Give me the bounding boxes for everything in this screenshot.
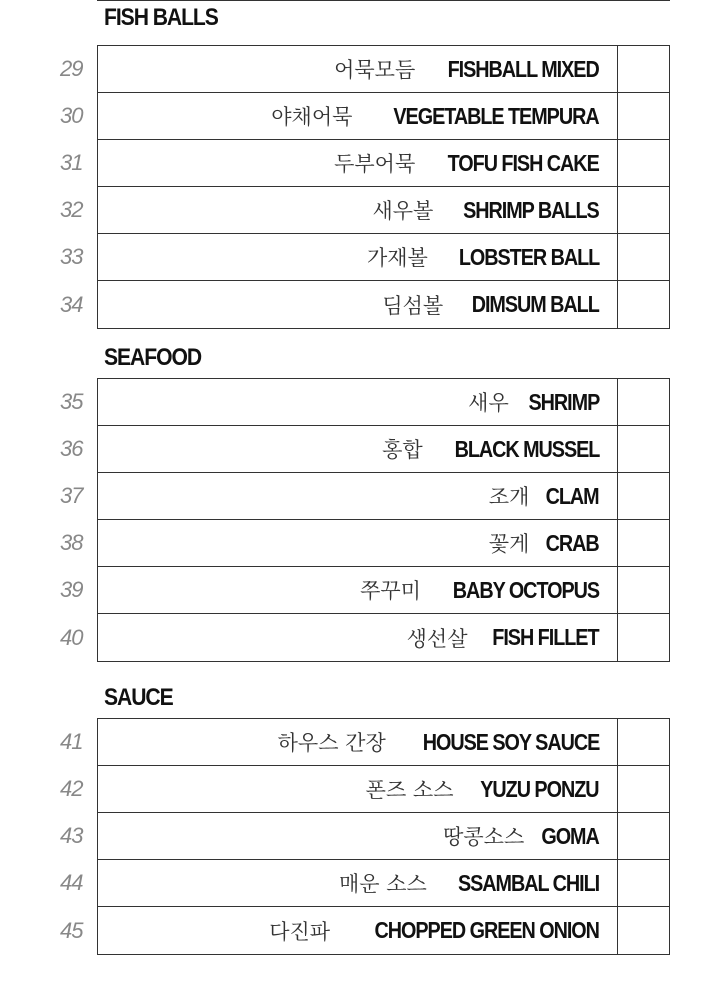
menu-row [60, 281, 669, 328]
quantity-box[interactable] [617, 187, 669, 233]
top-divider [97, 0, 670, 1]
item-korean-name: 꽃게 [488, 532, 530, 556]
item-number: 35 [60, 389, 83, 414]
menu-row [60, 473, 669, 520]
quantity-box[interactable] [617, 140, 669, 186]
item-korean-name: 새우 [468, 391, 509, 415]
quantity-box[interactable] [617, 719, 669, 765]
item-korean-name: 홍합 [382, 438, 423, 462]
item-korean-name: 새우볼 [372, 199, 434, 223]
fish-balls-table [60, 45, 670, 329]
item-english-name: BABY OCTOPUS [452, 576, 599, 603]
item-english-name: SSAMBAL CHILI [457, 869, 599, 896]
menu-row [60, 234, 669, 281]
item-korean-name: 하우스 간장 [277, 731, 386, 755]
item-number: 42 [60, 776, 83, 801]
seafood-table [60, 378, 670, 662]
menu-row [60, 379, 669, 426]
item-korean-name: 어묵모듬 [334, 58, 416, 82]
item-number: 32 [60, 197, 83, 222]
menu-row [60, 567, 669, 614]
item-korean-name: 야채어묵 [271, 105, 353, 129]
quantity-box[interactable] [617, 907, 669, 954]
menu-row [60, 766, 669, 813]
item-english-name: CLAM [545, 482, 599, 509]
menu-row [60, 813, 669, 860]
quantity-box[interactable] [617, 614, 669, 661]
quantity-box[interactable] [617, 813, 669, 859]
item-english-name: FISH FILLET [492, 624, 599, 650]
item-number: 41 [60, 729, 83, 754]
quantity-box[interactable] [617, 379, 669, 425]
item-korean-name: 딤섬볼 [382, 293, 444, 318]
quantity-box[interactable] [617, 93, 669, 139]
section-title-seafood: SEAFOOD [104, 344, 202, 371]
sauce-table [60, 718, 670, 955]
item-korean-name: 매운 소스 [339, 872, 427, 896]
quantity-box[interactable] [617, 473, 669, 519]
item-number: 31 [60, 150, 83, 175]
menu-row [60, 520, 669, 567]
menu-row [60, 46, 669, 93]
item-korean-name: 생선살 [406, 626, 468, 651]
menu-row [60, 187, 669, 234]
quantity-box[interactable] [617, 766, 669, 812]
menu-row [60, 907, 669, 954]
quantity-box[interactable] [617, 860, 669, 906]
quantity-box[interactable] [617, 567, 669, 613]
item-number: 29 [60, 56, 83, 81]
menu-row [60, 93, 669, 140]
item-korean-name: 조개 [488, 485, 530, 509]
quantity-box[interactable] [617, 426, 669, 472]
item-korean-name: 다진파 [269, 919, 331, 944]
quantity-box[interactable] [617, 520, 669, 566]
item-number: 30 [60, 103, 83, 128]
quantity-box[interactable] [617, 46, 669, 92]
item-number: 36 [60, 436, 83, 461]
item-korean-name: 가재볼 [366, 246, 428, 270]
item-english-name: LOBSTER BALL [458, 243, 599, 270]
item-english-name: FISHBALL MIXED [447, 55, 599, 82]
item-english-name: HOUSE SOY SAUCE [422, 728, 599, 755]
item-english-name: VEGETABLE TEMPURA [393, 102, 599, 129]
item-korean-name: 폰즈 소스 [365, 778, 454, 802]
menu-row [60, 614, 669, 661]
quantity-box[interactable] [617, 234, 669, 280]
menu-row [60, 426, 669, 473]
item-english-name: CHOPPED GREEN ONION [374, 917, 599, 943]
item-number: 44 [60, 870, 83, 895]
item-korean-name: 땅콩소스 [443, 825, 525, 849]
item-number: 34 [60, 291, 83, 317]
item-english-name: CRAB [545, 529, 599, 556]
item-english-name: GOMA [541, 822, 599, 849]
section-title-fish-balls: FISH BALLS [104, 4, 218, 31]
quantity-box[interactable] [617, 281, 669, 328]
item-number: 37 [60, 483, 83, 508]
item-english-name: DIMSUM BALL [471, 291, 599, 317]
item-number: 33 [60, 244, 83, 269]
item-english-name: BLACK MUSSEL [454, 435, 599, 462]
item-english-name: SHRIMP [528, 388, 599, 415]
item-number: 40 [60, 624, 83, 650]
menu-row [60, 140, 669, 187]
item-english-name: YUZU PONZU [480, 775, 599, 802]
section-title-sauce: SAUCE [104, 684, 173, 711]
item-korean-name: 두부어묵 [334, 152, 416, 176]
item-number: 38 [60, 530, 83, 555]
item-korean-name: 쭈꾸미 [360, 579, 421, 603]
item-number: 45 [60, 917, 83, 943]
item-english-name: SHRIMP BALLS [463, 196, 599, 223]
item-number: 39 [60, 577, 83, 602]
item-number: 43 [60, 823, 83, 848]
menu-row [60, 860, 669, 907]
menu-row [60, 719, 669, 766]
item-english-name: TOFU FISH CAKE [447, 149, 599, 176]
